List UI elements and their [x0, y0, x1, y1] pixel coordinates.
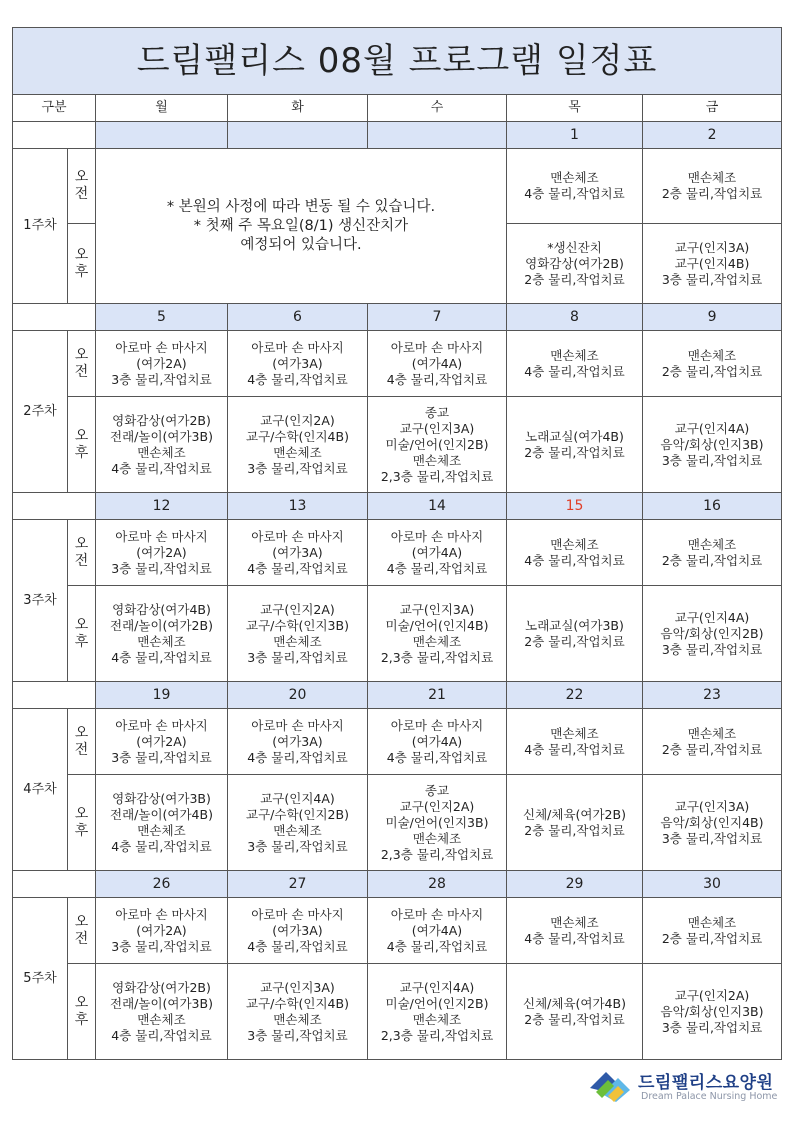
pm-program-tue: 교구(인지3A) 교구/수학(인지4B) 맨손체조 3층 물리,작업치료: [228, 964, 368, 1060]
afternoon-label: 오 후: [68, 586, 96, 682]
pm-program-mon: 영화감상(여가2B) 전래/놀이(여가3B) 맨손체조 4층 물리,작업치료: [96, 397, 228, 493]
afternoon-label: 오 후: [68, 397, 96, 493]
pm-program-fri: 교구(인지4A) 음악/회상(인지2B) 3층 물리,작업치료: [643, 586, 782, 682]
date-cell-fri: 30: [643, 871, 782, 898]
header-category: 구분: [13, 95, 96, 122]
header-tue: 화: [228, 95, 368, 122]
pm-program-thu: 신체/체육(여가4B) 2층 물리,작업치료: [507, 964, 643, 1060]
am-program-tue: 아로마 손 마사지 (여가3A) 4층 물리,작업치료: [228, 520, 368, 586]
morning-label: 오 전: [68, 520, 96, 586]
morning-label: 오 전: [68, 149, 96, 224]
week-label: 5주차: [13, 898, 68, 1060]
date-row-spacer: [13, 871, 96, 898]
pm-program-wed: 종교 교구(인지2A) 미술/언어(인지3B) 맨손체조 2,3층 물리,작업치료: [368, 775, 507, 871]
afternoon-label: 오 후: [68, 224, 96, 304]
date-cell-thu: 15: [507, 493, 643, 520]
pm-program-wed: 종교 교구(인지3A) 미술/언어(인지2B) 맨손체조 2,3층 물리,작업치료: [368, 397, 507, 493]
pm-program-wed: 교구(인지3A) 미술/언어(인지4B) 맨손체조 2,3층 물리,작업치료: [368, 586, 507, 682]
pm-program-thu: *생신잔치 영화감상(여가2B) 2층 물리,작업치료: [507, 224, 643, 304]
date-cell-thu: 22: [507, 682, 643, 709]
week-label: 2주차: [13, 331, 68, 493]
date-cell-tue: 13: [228, 493, 368, 520]
am-program-wed: 아로마 손 마사지 (여가4A) 4층 물리,작업치료: [368, 520, 507, 586]
am-program-mon: 아로마 손 마사지 (여가2A) 3층 물리,작업치료: [96, 520, 228, 586]
morning-label: 오 전: [68, 331, 96, 397]
week-label: 3주차: [13, 520, 68, 682]
am-program-fri: 맨손체조 2층 물리,작업치료: [643, 898, 782, 964]
pm-program-tue: 교구(인지4A) 교구/수학(인지2B) 맨손체조 3층 물리,작업치료: [228, 775, 368, 871]
date-cell-thu: 1: [507, 122, 643, 149]
am-program-thu: 맨손체조 4층 물리,작업치료: [507, 898, 643, 964]
header-fri: 금: [643, 95, 782, 122]
date-cell-mon: [96, 122, 228, 149]
pm-program-tue: 교구(인지2A) 교구/수학(인지3B) 맨손체조 3층 물리,작업치료: [228, 586, 368, 682]
date-cell-tue: 6: [228, 304, 368, 331]
am-program-thu: 맨손체조 4층 물리,작업치료: [507, 331, 643, 397]
date-cell-thu: 29: [507, 871, 643, 898]
date-cell-wed: [368, 122, 507, 149]
am-program-mon: 아로마 손 마사지 (여가2A) 3층 물리,작업치료: [96, 331, 228, 397]
date-cell-fri: 9: [643, 304, 782, 331]
date-row-spacer: [13, 304, 96, 331]
week-label: 1주차: [13, 149, 68, 304]
date-cell-fri: 16: [643, 493, 782, 520]
am-program-fri: 맨손체조 2층 물리,작업치료: [643, 149, 782, 224]
am-program-thu: 맨손체조 4층 물리,작업치료: [507, 520, 643, 586]
schedule-sheet: [12, 27, 781, 1060]
am-program-fri: 맨손체조 2층 물리,작업치료: [643, 709, 782, 775]
date-cell-wed: 28: [368, 871, 507, 898]
am-program-fri: 맨손체조 2층 물리,작업치료: [643, 331, 782, 397]
date-cell-fri: 23: [643, 682, 782, 709]
pm-program-wed: 교구(인지4A) 미술/언어(인지2B) 맨손체조 2,3층 물리,작업치료: [368, 964, 507, 1060]
am-program-mon: 아로마 손 마사지 (여가2A) 3층 물리,작업치료: [96, 898, 228, 964]
date-row-spacer: [13, 682, 96, 709]
dream-palace-logo-icon: [586, 1066, 636, 1106]
morning-label: 오 전: [68, 898, 96, 964]
am-program-thu: 맨손체조 4층 물리,작업치료: [507, 709, 643, 775]
pm-program-fri: 교구(인지4A) 음악/회상(인지3B) 3층 물리,작업치료: [643, 397, 782, 493]
date-row-spacer: [13, 122, 96, 149]
date-cell-mon: 19: [96, 682, 228, 709]
am-program-wed: 아로마 손 마사지 (여가4A) 4층 물리,작업치료: [368, 709, 507, 775]
date-cell-wed: 7: [368, 304, 507, 331]
header-mon: 월: [96, 95, 228, 122]
logo: [586, 1064, 792, 1112]
pm-program-thu: 노래교실(여가3B) 2층 물리,작업치료: [507, 586, 643, 682]
date-cell-mon: 12: [96, 493, 228, 520]
header-wed: 수: [368, 95, 507, 122]
am-program-tue: 아로마 손 마사지 (여가3A) 4층 물리,작업치료: [228, 331, 368, 397]
schedule-table: [12, 27, 782, 1060]
pm-program-mon: 영화감상(여가2B) 전래/놀이(여가3B) 맨손체조 4층 물리,작업치료: [96, 964, 228, 1060]
am-program-tue: 아로마 손 마사지 (여가3A) 4층 물리,작업치료: [228, 898, 368, 964]
am-program-thu: 맨손체조 4층 물리,작업치료: [507, 149, 643, 224]
pm-program-fri: 교구(인지3A) 음악/회상(인지4B) 3층 물리,작업치료: [643, 775, 782, 871]
afternoon-label: 오 후: [68, 775, 96, 871]
pm-program-fri: 교구(인지3A) 교구(인지4B) 3층 물리,작업치료: [643, 224, 782, 304]
date-cell-fri: 2: [643, 122, 782, 149]
date-cell-thu: 8: [507, 304, 643, 331]
date-row-spacer: [13, 493, 96, 520]
date-cell-tue: [228, 122, 368, 149]
week-label: 4주차: [13, 709, 68, 871]
pm-program-thu: 신체/체육(여가2B) 2층 물리,작업치료: [507, 775, 643, 871]
logo-name-korean: 드림팰리스요양원: [638, 1073, 774, 1093]
am-program-mon: 아로마 손 마사지 (여가2A) 3층 물리,작업치료: [96, 709, 228, 775]
date-cell-wed: 14: [368, 493, 507, 520]
date-cell-tue: 20: [228, 682, 368, 709]
page-title: 드림팰리스 08월 프로그램 일정표: [13, 28, 782, 95]
am-program-wed: 아로마 손 마사지 (여가4A) 4층 물리,작업치료: [368, 898, 507, 964]
date-cell-wed: 21: [368, 682, 507, 709]
date-cell-tue: 27: [228, 871, 368, 898]
pm-program-thu: 노래교실(여가4B) 2층 물리,작업치료: [507, 397, 643, 493]
logo-name-english: Dream Palace Nursing Home: [641, 1091, 778, 1102]
morning-label: 오 전: [68, 709, 96, 775]
am-program-tue: 아로마 손 마사지 (여가3A) 4층 물리,작업치료: [228, 709, 368, 775]
pm-program-tue: 교구(인지2A) 교구/수학(인지4B) 맨손체조 3층 물리,작업치료: [228, 397, 368, 493]
notice-text: * 본원의 사정에 따라 변동 될 수 있습니다. * 첫째 주 목요일(8/1) 생신잔치가 예정되어 있습니다.: [96, 149, 507, 304]
pm-program-fri: 교구(인지2A) 음악/회상(인지3B) 3층 물리,작업치료: [643, 964, 782, 1060]
date-cell-mon: 5: [96, 304, 228, 331]
date-cell-mon: 26: [96, 871, 228, 898]
pm-program-mon: 영화감상(여가3B) 전래/놀이(여가4B) 맨손체조 4층 물리,작업치료: [96, 775, 228, 871]
header-thu: 목: [507, 95, 643, 122]
am-program-wed: 아로마 손 마사지 (여가4A) 4층 물리,작업치료: [368, 331, 507, 397]
am-program-fri: 맨손체조 2층 물리,작업치료: [643, 520, 782, 586]
pm-program-mon: 영화감상(여가4B) 전래/놀이(여가2B) 맨손체조 4층 물리,작업치료: [96, 586, 228, 682]
afternoon-label: 오 후: [68, 964, 96, 1060]
